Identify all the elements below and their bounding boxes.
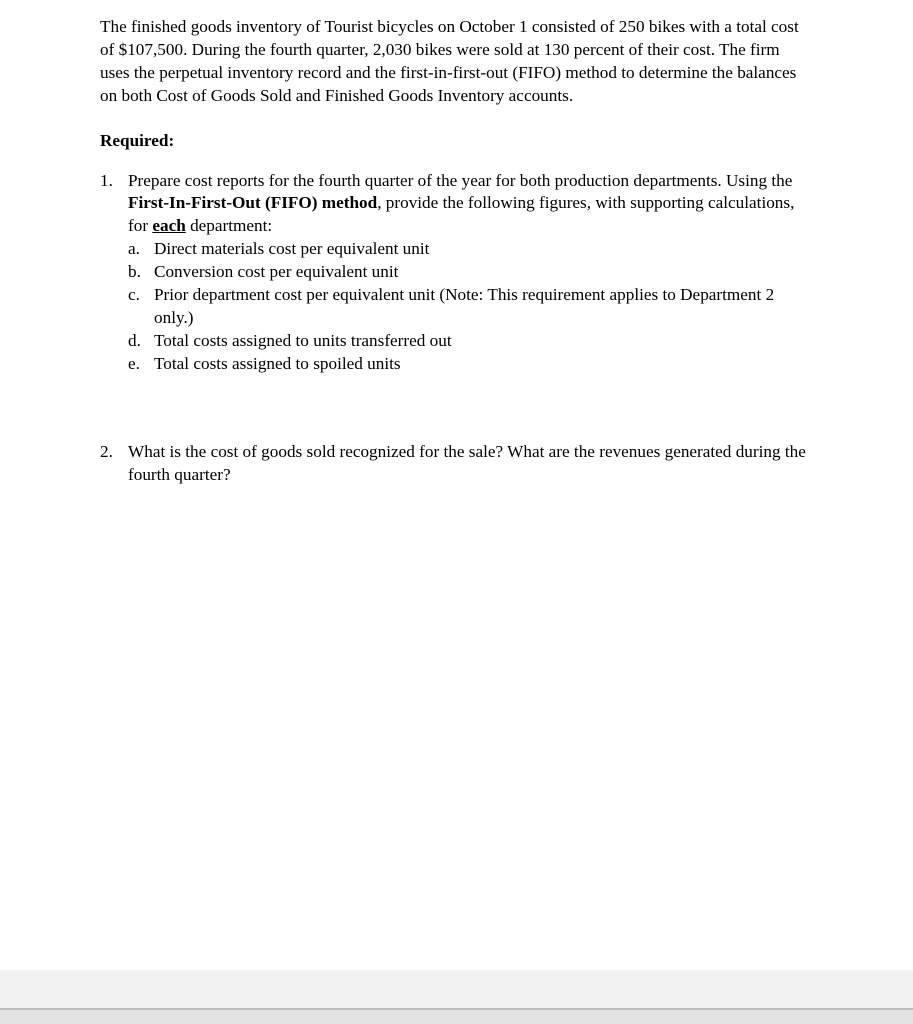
page-bottom-margin (0, 970, 913, 1008)
subitem-d-label: d. (128, 330, 141, 350)
subitem-e-label: e. (128, 353, 140, 373)
requirement-1-text (128, 171, 794, 236)
requirement-2-number: 2. (100, 442, 113, 462)
subitem-a-label: a. (128, 239, 140, 259)
subitem-b (128, 261, 812, 284)
requirement-1-subitems (128, 238, 812, 375)
requirement-item-2 (100, 441, 812, 487)
requirements-list (100, 170, 812, 488)
requirement-1-text-part3: department: (185, 216, 273, 236)
requirement-1-text-part1: Prepare cost reports for the fourth quarter of the year for both production departments. Using the (128, 170, 793, 190)
requirement-item-1 (100, 170, 812, 376)
subitem-e (128, 353, 812, 376)
subitem-b-label: b. (128, 262, 141, 281)
intro-paragraph: The finished goods inventory of Tourist bicycles on October 1 consisted of 250 bikes with a total cost of $107,500. During the fourth quarter, 2,030 bikes were sold at 130 percent of their cost. The firm uses the perpetual inventory record and the first-in-first-out (FIFO) method to determine the balances on both Cost of Goods Sold and Finished Goods Inventory accounts. (100, 17, 799, 105)
subitem-c (128, 284, 812, 330)
subitem-d-text: Total costs assigned to units transferred out (154, 330, 452, 350)
fifo-method-bold: First-In-First-Out (FIFO) method (128, 193, 378, 213)
requirement-2-text: What is the cost of goods sold recognized for the sale? What are the revenues generated during the fourth quarter? (128, 442, 806, 485)
subitem-c-label: c. (128, 284, 140, 304)
requirement-1-text-part2: , provide the following figures, with supporting calculations, for (128, 193, 795, 236)
subitem-c-text: Prior department cost per equivalent unit (Note: This requirement applies to Department 2 only.) (154, 284, 775, 327)
subitem-a (128, 238, 812, 261)
document-body (100, 16, 812, 487)
requirement-1-number: 1. (100, 170, 113, 190)
subitem-b-text: Conversion cost per equivalent unit (154, 262, 399, 281)
subitem-e-text: Total costs assigned to spoiled units (154, 353, 401, 373)
viewer-bottom-bar (0, 1010, 913, 1024)
each-underline: each (152, 216, 186, 236)
required-heading: Required: (100, 130, 175, 150)
subitem-a-text: Direct materials cost per equivalent unit (154, 239, 430, 259)
subitem-d (128, 330, 812, 353)
